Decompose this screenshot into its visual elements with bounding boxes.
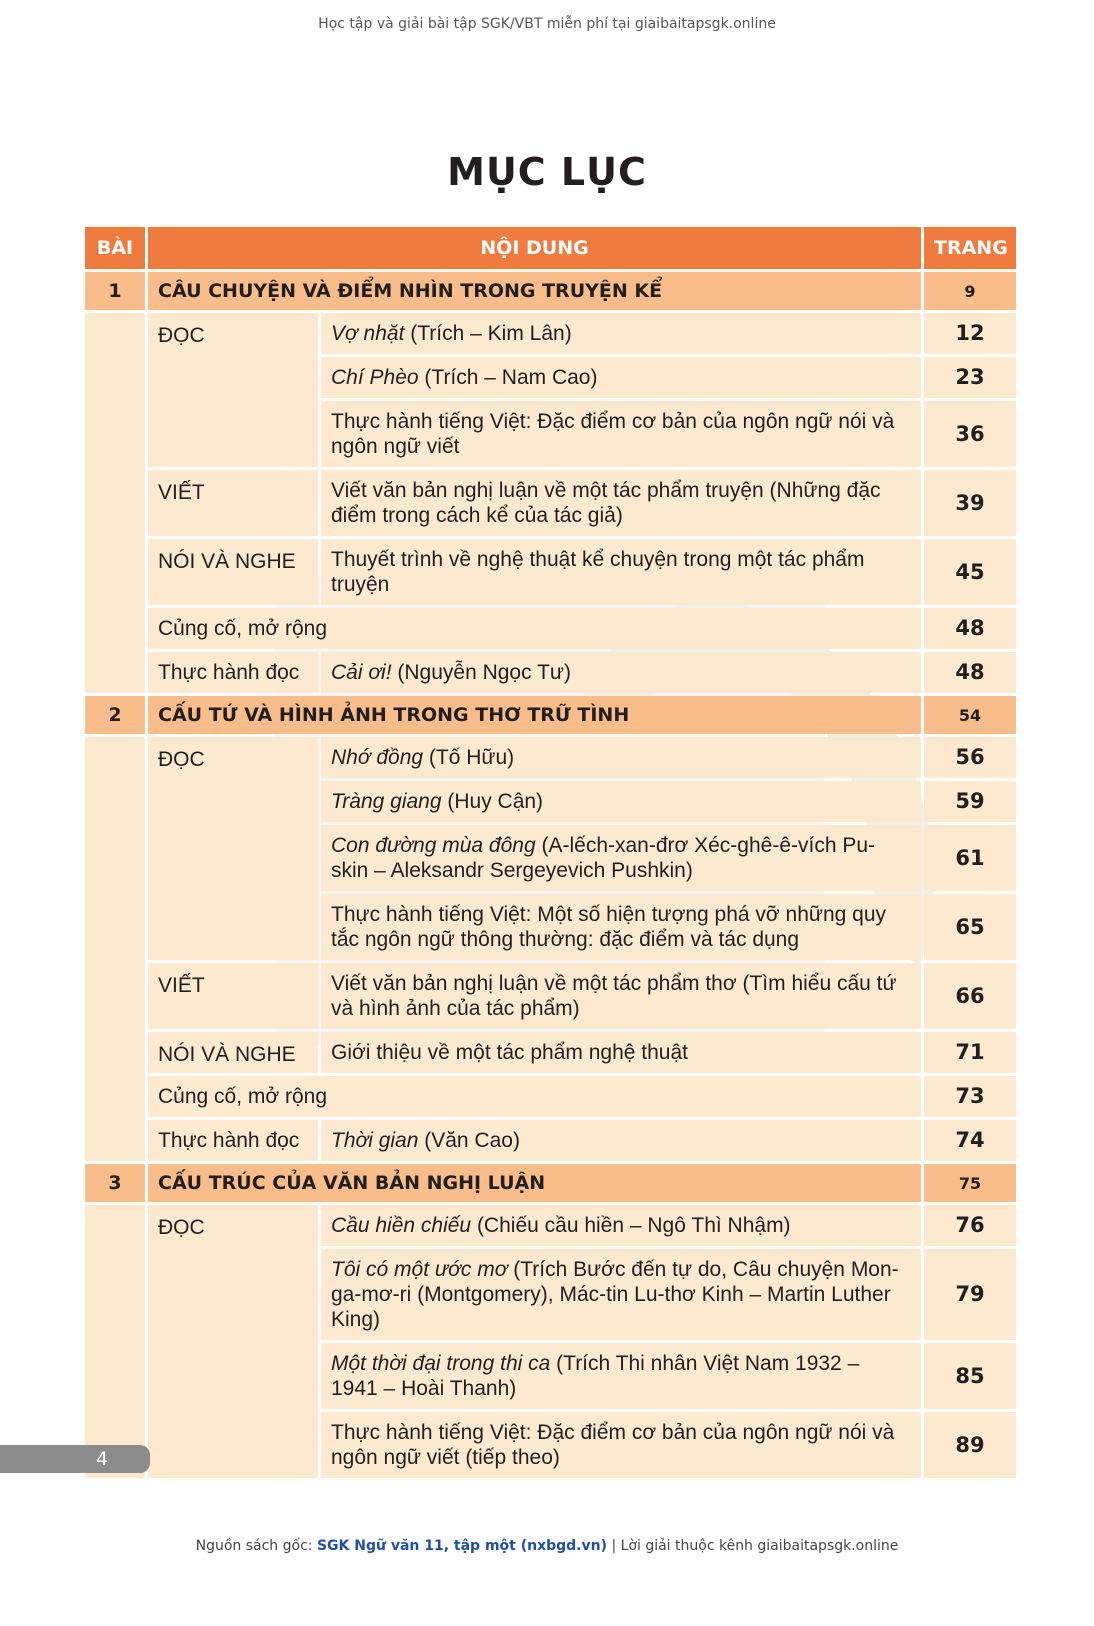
entry-page: 59 — [924, 781, 1016, 822]
section-label: ĐỌC — [148, 737, 318, 960]
toc-entry-row — [85, 963, 1016, 1029]
toc-extra-row — [85, 652, 1016, 693]
entry-title[interactable] — [321, 1343, 921, 1409]
unit-page: 75 — [924, 1164, 1016, 1202]
extra-page: 74 — [924, 1120, 1016, 1161]
page-number-tab — [0, 1445, 150, 1473]
extra-work-title: Cải ơi! — [331, 661, 392, 684]
unit-row — [85, 696, 1016, 734]
entry-title[interactable] — [321, 737, 921, 778]
entry-title[interactable] — [321, 1412, 921, 1478]
toc-entry-row — [85, 313, 1016, 354]
entry-work-title: Tôi có một ước mơ — [331, 1258, 508, 1281]
unit-number: 3 — [85, 1164, 145, 1202]
unit-row — [85, 272, 1016, 310]
entry-text: (Chiếu cầu hiền – Ngô Thì Nhậm) — [471, 1214, 791, 1237]
entry-text: (A-lếch-xan-đrơ Xéc-ghê-ê-vích Pu-skin – Aleksandr Sergeyevich Pushkin) — [331, 834, 876, 882]
toc-extra-row — [85, 608, 1016, 649]
entry-page: 65 — [924, 894, 1016, 960]
entry-title[interactable] — [321, 470, 921, 536]
unit-title: CẤU TỨ VÀ HÌNH ẢNH TRONG THƠ TRỮ TÌNH — [148, 696, 921, 734]
entry-title[interactable] — [321, 357, 921, 398]
entry-title[interactable] — [321, 539, 921, 605]
page-number: 4 — [96, 1448, 109, 1470]
unit-page: 9 — [924, 272, 1016, 310]
header-page: TRANG — [924, 227, 1016, 269]
entry-work-title: Vợ nhặt — [331, 322, 405, 345]
unit-number: 1 — [85, 272, 145, 310]
entry-text: (Trích – Nam Cao) — [418, 366, 598, 389]
extra-work-title: Thời gian — [331, 1129, 419, 1152]
entry-text: Viết văn bản nghị luận về một tác phẩm truyện (Những đặc điểm trong cách kể của tác giả) — [331, 479, 881, 527]
entry-page: 89 — [924, 1412, 1016, 1478]
entry-title[interactable] — [321, 963, 921, 1029]
unit-row — [85, 1164, 1016, 1202]
section-label: NÓI VÀ NGHE — [148, 1032, 318, 1073]
section-label: VIẾT — [148, 963, 318, 1029]
toc-entry-row — [85, 470, 1016, 536]
entry-text: Thực hành tiếng Việt: Đặc điểm cơ bản của ngôn ngữ nói và ngôn ngữ viết — [331, 410, 895, 458]
entry-work-title: Nhớ đồng — [331, 746, 424, 769]
entry-text: (Trích – Kim Lân) — [404, 322, 572, 345]
page-title: MỤC LỤC — [447, 150, 647, 194]
entry-text: (Tố Hữu) — [423, 746, 515, 769]
entry-text: (Huy Cận) — [441, 790, 544, 813]
extra-page: 73 — [924, 1076, 1016, 1117]
top-note: Học tập và giải bài tập SGK/VBT miễn phí tại giaibaitapsgk.online — [318, 16, 776, 32]
entry-text: Thực hành tiếng Việt: Một số hiện tượng phá vỡ những quy tắc ngôn ngữ thông thường: đặc điểm và tác dụng — [331, 903, 886, 951]
entry-page: 12 — [924, 313, 1016, 354]
unit-title: CẤU TRÚC CỦA VĂN BẢN NGHỊ LUẬN — [148, 1164, 921, 1202]
toc-entry-row — [85, 1205, 1016, 1246]
entry-text: Thực hành tiếng Việt: Đặc điểm cơ bản của ngôn ngữ nói và ngôn ngữ viết (tiếp theo) — [331, 1421, 895, 1469]
entry-text: Viết văn bản nghị luận về một tác phẩm thơ (Tìm hiểu cấu tứ và hình ảnh của tác phẩm) — [331, 972, 897, 1020]
toc-table — [82, 224, 1019, 1481]
entry-work-title: Cầu hiền chiếu — [331, 1214, 472, 1237]
unit-title: CÂU CHUYỆN VÀ ĐIỂM NHÌN TRONG TRUYỆN KỂ — [148, 272, 921, 310]
unit-spacer — [85, 313, 145, 693]
entry-title[interactable] — [321, 894, 921, 960]
entry-title[interactable] — [321, 401, 921, 467]
entry-page: 36 — [924, 401, 1016, 467]
entry-page: 61 — [924, 825, 1016, 891]
unit-number: 2 — [85, 696, 145, 734]
toc-entry-row — [85, 539, 1016, 605]
entry-text: (Trích Thi nhân Việt Nam 1932 – 1941 – Hoài Thanh) — [331, 1352, 860, 1400]
entry-work-title: Con đường mùa đông — [331, 834, 536, 857]
entry-text: Thuyết trình về nghệ thuật kể chuyện trong một tác phẩm truyện — [331, 548, 865, 596]
entry-page: 76 — [924, 1205, 1016, 1246]
toc-extra-row — [85, 1076, 1016, 1117]
toc-entry-row — [85, 737, 1016, 778]
entry-title[interactable] — [321, 1032, 921, 1073]
entry-work-title: Một thời đại trong thi ca — [331, 1352, 551, 1375]
entry-text: Giới thiệu về một tác phẩm nghệ thuật — [331, 1041, 688, 1064]
unit-spacer — [85, 1205, 145, 1478]
header-num: BÀI — [85, 227, 145, 269]
extra-title[interactable] — [321, 652, 921, 693]
entry-title[interactable] — [321, 313, 921, 354]
section-label: ĐỌC — [148, 1205, 318, 1478]
footer-source-link[interactable]: SGK Ngữ văn 11, tập một (nxbgd.vn) — [316, 1538, 607, 1554]
toc-extra-row — [85, 1120, 1016, 1161]
extra-label: Thực hành đọc — [148, 1120, 318, 1161]
section-label: ĐỌC — [148, 313, 318, 467]
footer-prefix: Nguồn sách gốc: — [195, 1538, 317, 1554]
footer-suffix: | Lời giải thuộc kênh giaibaitapsgk.online — [607, 1538, 899, 1554]
toc-body — [85, 272, 1016, 1478]
extra-page: 48 — [924, 608, 1016, 649]
entry-page: 39 — [924, 470, 1016, 536]
header-content: NỘI DUNG — [148, 227, 921, 269]
entry-work-title: Tràng giang — [331, 790, 442, 813]
footer — [0, 1538, 1094, 1554]
entry-work-title: Chí Phèo — [331, 366, 419, 389]
entry-title[interactable] — [321, 825, 921, 891]
entry-title[interactable] — [321, 1249, 921, 1340]
extra-label: Thực hành đọc — [148, 652, 318, 693]
entry-text: (Trích Bước đến tự do, Câu chuyện Mon-ga-mơ-ri (Montgomery), Mác-tin Lu-thơ Kinh – Martin Luther King) — [331, 1258, 899, 1331]
unit-spacer — [85, 737, 145, 1161]
unit-page: 54 — [924, 696, 1016, 734]
toc-header-row — [85, 227, 1016, 269]
entry-page: 56 — [924, 737, 1016, 778]
extra-label[interactable]: Củng cố, mở rộng — [148, 608, 921, 649]
extra-page: 48 — [924, 652, 1016, 693]
section-label: NÓI VÀ NGHE — [148, 539, 318, 605]
entry-page: 79 — [924, 1249, 1016, 1340]
entry-title[interactable] — [321, 781, 921, 822]
section-label: VIẾT — [148, 470, 318, 536]
toc-entry-row — [85, 1032, 1016, 1073]
entry-page: 23 — [924, 357, 1016, 398]
extra-text: (Văn Cao) — [418, 1129, 520, 1152]
entry-title[interactable] — [321, 1205, 921, 1246]
extra-title[interactable] — [321, 1120, 921, 1161]
entry-page: 45 — [924, 539, 1016, 605]
entry-page: 71 — [924, 1032, 1016, 1073]
entry-page: 85 — [924, 1343, 1016, 1409]
entry-page: 66 — [924, 963, 1016, 1029]
extra-label[interactable]: Củng cố, mở rộng — [148, 1076, 921, 1117]
extra-text: (Nguyễn Ngọc Tư) — [391, 661, 571, 684]
